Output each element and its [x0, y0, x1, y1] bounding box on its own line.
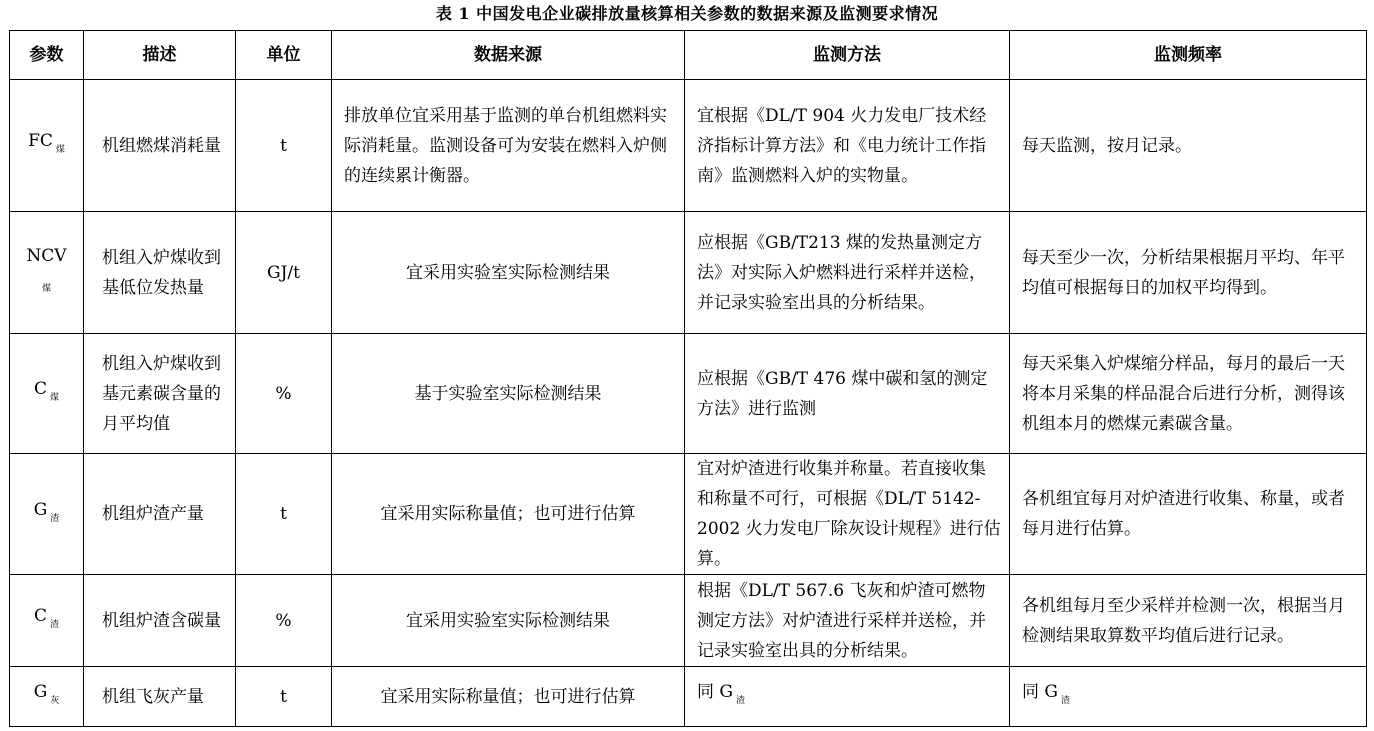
source-cell: 宜采用实验室实际检测结果 [332, 575, 685, 667]
param-cell [10, 334, 84, 454]
param-subscript: 渣 [50, 620, 60, 630]
frequency-cell: 每天监测，按月记录。 [1010, 80, 1367, 212]
param-symbol: G [33, 499, 48, 520]
method-cell: 宜对炉渣进行收集并称量。若直接收集和称量不可行，可根据《DL/T 5142-2002 火力发电厂除灰设计规程》进行估算。 [685, 454, 1010, 575]
method-cell: 应根据《GB/T 476 煤中碳和氢的测定方法》进行监测 [685, 334, 1010, 454]
table-row [10, 667, 1367, 727]
param-cell [10, 454, 84, 575]
frequency-cell [1010, 667, 1367, 727]
param-cell [10, 80, 84, 212]
method-ref: 同 G [697, 682, 733, 702]
param-symbol: G [33, 682, 48, 702]
frequency-cell: 每天采集入炉煤缩分样品，每月的最后一天将本月采集的样品混合后进行分析，测得该机组本月的燃煤元素碳含量。 [1010, 334, 1367, 454]
desc-cell: 机组入炉煤收到基低位发热量 [84, 212, 236, 334]
unit-cell: % [236, 334, 332, 454]
unit-cell: % [236, 575, 332, 667]
desc-cell: 机组飞灰产量 [84, 667, 236, 727]
method-cell: 根据《DL/T 567.6 飞灰和炉渣可燃物测定方法》对炉渣进行采样并送检，并记录实验室出具的分析结果。 [685, 575, 1010, 667]
method-cell: 应根据《GB/T213 煤的发热量测定方法》对实际入炉燃料进行采样并送检，并记录实验室出具的分析结果。 [685, 212, 1010, 334]
frequency-ref-subscript: 渣 [1060, 696, 1070, 706]
table-row [10, 80, 1367, 212]
header-desc: 描述 [84, 31, 236, 80]
unit-cell: GJ/t [236, 212, 332, 334]
desc-cell: 机组炉渣产量 [84, 454, 236, 575]
table-row [10, 334, 1367, 454]
desc-cell: 机组炉渣含碳量 [84, 575, 236, 667]
param-cell [10, 212, 84, 334]
source-cell: 宜采用实验室实际检测结果 [332, 212, 685, 334]
table-row [10, 575, 1367, 667]
param-subscript: 灰 [50, 696, 60, 706]
frequency-ref: 同 G [1022, 682, 1058, 702]
header-param: 参数 [10, 31, 84, 80]
header-source: 数据来源 [332, 31, 685, 80]
table-row [10, 454, 1367, 575]
param-symbol: FC [28, 131, 53, 151]
method-cell: 宜根据《DL/T 904 火力发电厂技术经济指标计算方法》和《电力统计工作指南》监测燃料入炉的实物量。 [685, 80, 1010, 212]
param-subscript: 煤 [55, 145, 65, 155]
table-header-row [10, 31, 1367, 80]
param-subscript: 煤 [50, 393, 60, 403]
desc-cell: 机组入炉煤收到基元素碳含量的月平均值 [84, 334, 236, 454]
header-unit: 单位 [236, 31, 332, 80]
unit-cell: t [236, 80, 332, 212]
table-caption: 表 1 中国发电企业碳排放量核算相关参数的数据来源及监测要求情况 [435, 4, 939, 23]
param-symbol: C [33, 606, 47, 626]
frequency-cell: 各机组宜每月对炉渣进行收集、称量，或者每月进行估算。 [1010, 454, 1367, 575]
parameters-table [9, 30, 1367, 727]
unit-cell: t [236, 454, 332, 575]
source-cell: 基于实验室实际检测结果 [332, 334, 685, 454]
source-cell: 宜采用实际称量值；也可进行估算 [332, 454, 685, 575]
param-subscript: 煤 [41, 284, 51, 294]
method-cell [685, 667, 1010, 727]
param-symbol: NCV [26, 246, 67, 266]
param-symbol: C [33, 379, 47, 399]
frequency-cell: 各机组每月至少采样并检测一次，根据当月检测结果取算数平均值后进行记录。 [1010, 575, 1367, 667]
desc-cell: 机组燃煤消耗量 [84, 80, 236, 212]
table-row [10, 212, 1367, 334]
param-cell [10, 667, 84, 727]
frequency-cell: 每天至少一次，分析结果根据月平均、年平均值可根据每日的加权平均得到。 [1010, 212, 1367, 334]
param-subscript: 渣 [50, 513, 60, 524]
unit-cell: t [236, 667, 332, 727]
param-cell [10, 575, 84, 667]
header-frequency: 监测频率 [1010, 31, 1367, 80]
header-method: 监测方法 [685, 31, 1010, 80]
method-ref-subscript: 渣 [735, 696, 745, 706]
source-cell: 排放单位宜采用基于监测的单台机组燃料实际消耗量。监测设备可为安装在燃料入炉侧的连续累计衡器。 [332, 80, 685, 212]
source-cell: 宜采用实际称量值；也可进行估算 [332, 667, 685, 727]
